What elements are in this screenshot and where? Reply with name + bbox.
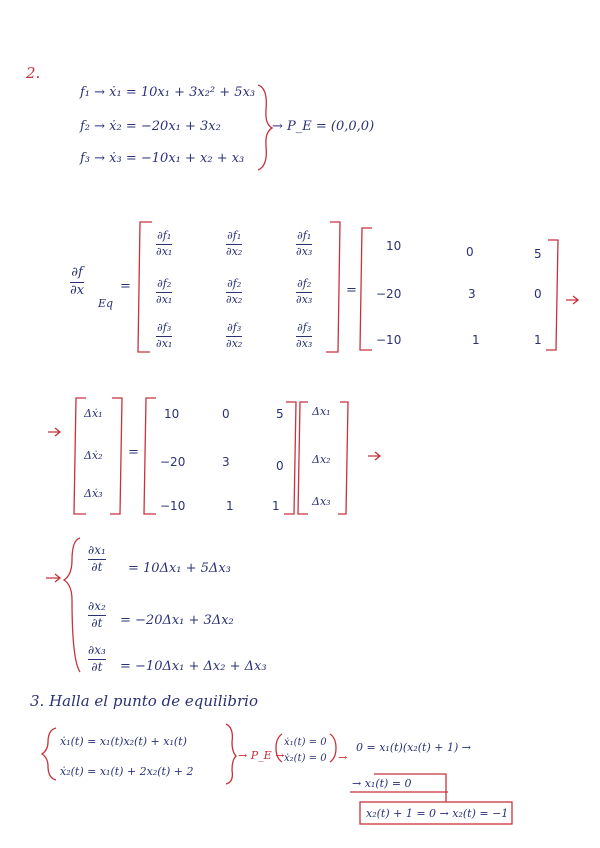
system-eq1-lhs: ∂x₁ ∂t — [88, 543, 106, 574]
p3-equation-1: ẋ₁(t) = x₁(t)x₂(t) + x₁(t) — [60, 735, 187, 748]
jacobian-lhs-num: ∂f — [71, 265, 83, 280]
delta-lhs-3: Δẋ₃ — [84, 487, 103, 500]
step-2: → x₁(t) = 0 — [352, 777, 412, 790]
partial-13: ∂f₁ ∂x₃ — [296, 229, 313, 258]
partial-11: ∂f₁ ∂x₁ — [156, 229, 173, 258]
jacobian-lhs-den: ∂x — [70, 282, 85, 298]
equation-f3: f₃ → ẋ₃ = −10x₁ + x₂ + x₃ — [80, 151, 245, 166]
partial-33: ∂f₃ ∂x₃ — [296, 321, 313, 350]
matrix-cell: 1 — [534, 333, 542, 347]
jacobian-lhs-sub: Eq — [98, 297, 114, 310]
matrix-cell: 3 — [468, 287, 476, 301]
matrix-cell: 0 — [534, 287, 542, 301]
equals-sign-3: = — [128, 445, 139, 460]
delta-matrix-cell: 1 — [226, 499, 234, 513]
delta-matrix-cell: −10 — [160, 499, 186, 513]
partial-22: ∂f₂ ∂x₂ — [226, 277, 243, 306]
delta-vec-1: Δx₁ — [312, 405, 331, 418]
jacobian-lhs — [70, 266, 84, 299]
problem3-title: 3. Halla el punto de equilibrio — [30, 692, 258, 710]
step-1: 0 = x₁(t)(x₂(t) + 1) → — [356, 741, 471, 754]
delta-matrix-cell: 1 — [272, 499, 280, 513]
equals-sign-2: = — [346, 283, 357, 298]
delta-matrix-cell: −20 — [160, 455, 186, 469]
problem-number: 2. — [26, 64, 41, 82]
pe-arrow-label: → P_E → — [238, 749, 285, 762]
matrix-cell: 5 — [534, 247, 542, 261]
equation-f2: f₂ → ẋ₂ = −20x₁ + 3x₂ — [80, 119, 221, 134]
delta-matrix-cell: 0 — [222, 407, 230, 421]
matrix-cell: 10 — [386, 239, 402, 253]
system-eq3-lhs: ∂x₃ ∂t — [88, 643, 106, 674]
system-eq3-rhs: = −10Δx₁ + Δx₂ + Δx₃ — [120, 659, 267, 674]
delta-lhs-2: Δẋ₂ — [84, 449, 103, 462]
matrix-cell: −10 — [376, 333, 402, 347]
step-3: x₂(t) + 1 = 0 → x₂(t) = −1 — [366, 807, 509, 820]
pe-eq1: ẋ₁(t) = 0 — [284, 737, 327, 748]
partial-23: ∂f₂ ∂x₃ — [296, 277, 313, 306]
system-eq2-lhs: ∂x₂ ∂t — [88, 599, 106, 630]
delta-lhs-1: Δẋ₁ — [84, 407, 103, 420]
system-eq2-rhs: = −20Δx₁ + 3Δx₂ — [120, 613, 234, 628]
delta-matrix-cell: 3 — [222, 455, 230, 469]
matrix-cell: 1 — [472, 333, 480, 347]
delta-vec-2: Δx₂ — [312, 453, 331, 466]
partial-12: ∂f₁ ∂x₂ — [226, 229, 243, 258]
partial-31: ∂f₃ ∂x₁ — [156, 321, 173, 350]
equilibrium-point: → P_E = (0,0,0) — [272, 119, 375, 134]
pe-eq2: ẋ₂(t) = 0 — [284, 753, 327, 764]
delta-matrix-cell: 10 — [164, 407, 180, 421]
equals-sign: = — [120, 279, 131, 294]
delta-vec-3: Δx₃ — [312, 495, 331, 508]
delta-matrix-cell: 0 — [276, 459, 284, 473]
system-eq1-rhs: = 10Δx₁ + 5Δx₃ — [128, 561, 231, 576]
matrix-cell: 0 — [466, 245, 474, 259]
p3-equation-2: ẋ₂(t) = x₁(t) + 2x₂(t) + 2 — [60, 765, 194, 778]
arrow: → — [338, 751, 348, 764]
delta-matrix-cell: 5 — [276, 407, 284, 421]
equation-f1: f₁ → ẋ₁ = 10x₁ + 3x₂² + 5x₃ — [80, 85, 256, 100]
partial-32: ∂f₃ ∂x₂ — [226, 321, 243, 350]
partial-21: ∂f₂ ∂x₁ — [156, 277, 173, 306]
matrix-cell: −20 — [376, 287, 402, 301]
